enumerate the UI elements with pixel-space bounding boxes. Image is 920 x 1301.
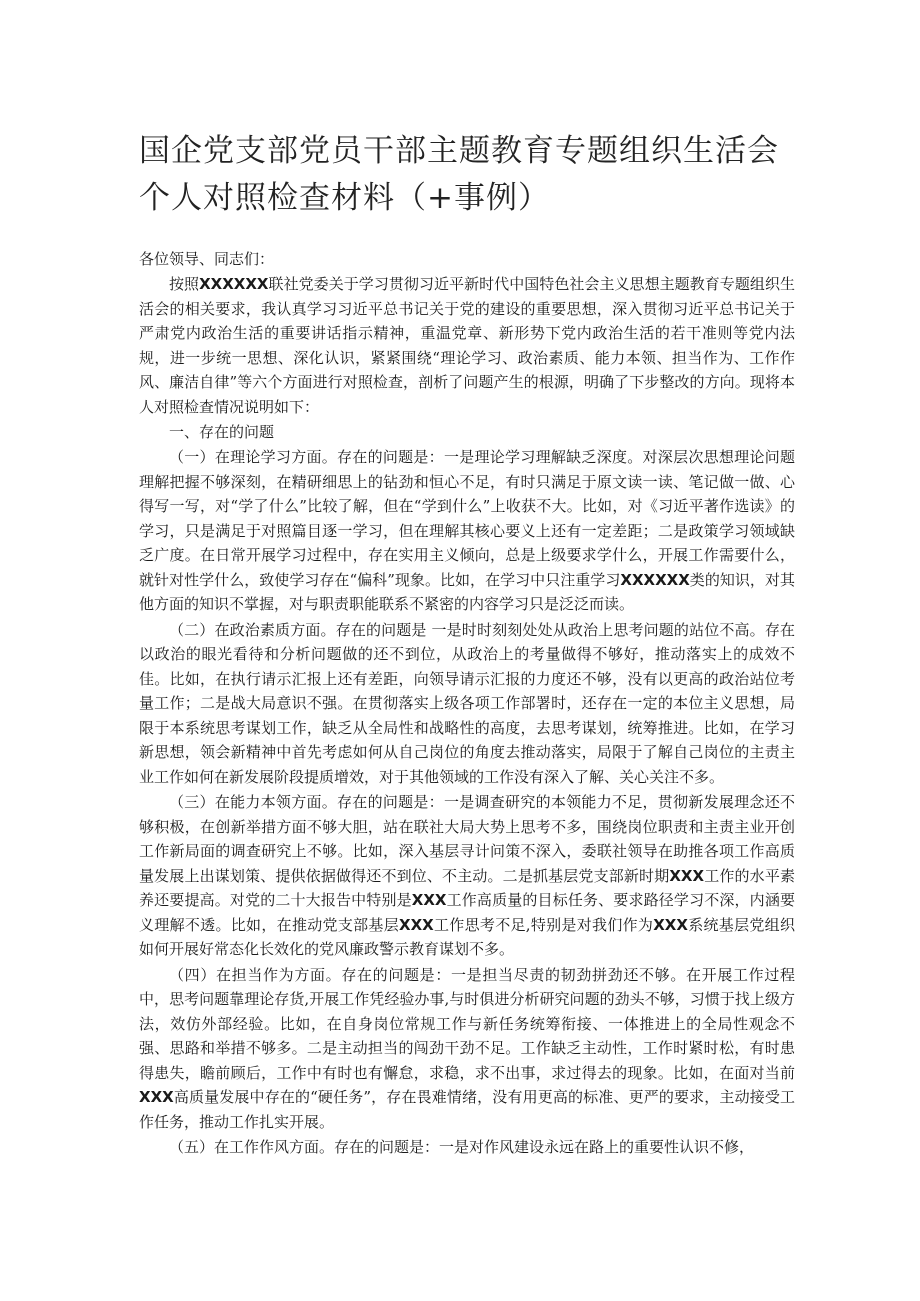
- item-theory-study: [139, 445, 795, 617]
- document-title: 国企党支部党员干部主题教育专题组织生活会个人对照检查材料（+事例）: [139, 133, 779, 216]
- section-heading-problems: 一、存在的问题: [169, 423, 275, 441]
- item-ability-text-3: 工作高质量的目标任务、要求路径学习不深，内涵要义理解不透。比如，在推动党支部基层: [139, 891, 795, 934]
- redacted-code: XXX: [411, 891, 447, 909]
- redacted-code: XXX: [139, 1088, 174, 1106]
- item-theory-text-1: （一）在理论学习方面。存在的问题是：一是理论学习理解缺乏深度。对深层次思想理论问题理解把握不够深刻，在精研细思上的钻劲和恒心不足，有时只满足于原文读一读、笔记做一做、心得写一写，对“学了什么”比较了解，但在“学到什么”上收获不大。比如，对《习近平著作选读》的学习，只是满足于对照篇目逐一学习，但在理解其核心要义上还有一定差距；二是政策学习领域缺乏广度。在日常开展学习过程中，存在实用主义倾向，总是上级要求学什么，开展工作需要什么，就针对性学什么，致使学习存在“偏科”现象。比如，在学习中只注重学习: [139, 448, 795, 589]
- redacted-code: XXXXXX: [620, 570, 690, 589]
- item-work-style: （五）在工作作风方面。存在的问题是：一是对作风建设永远在路上的重要性认识不修，: [169, 1138, 755, 1156]
- redacted-code: XXXXXX: [199, 275, 269, 293]
- item-ability-text-2: 工作的水平素养还要提高。对党的二十大报告中特别是: [139, 866, 795, 909]
- item-theory-text-2: 类的知识，对其他方面的知识不掌握，对与职责职能联系不紧密的内容学习只是泛泛而读。: [139, 570, 795, 613]
- item-responsibility: [139, 963, 795, 1135]
- item-ability-text-5: 系统基层党组织如何开展好常态化长效化的党风廉政警示教育谋划不多。: [139, 915, 795, 958]
- item-ability-text-1: （三）在能力本领方面。存在的问题是：一是调查研究的本领能力不足，贯彻新发展理念还不够积极，在创新举措方面不够大胆，站在联社大局大势上思考不多，围绕岗位职责和主责主业开创工作新局面的调查研究上不够。比如，深入基层寻计问策不深入，委联社领导在助推各项工作高质量发展上出谋划策、提供依据做得还不到位、不主动。二是抓基层党支部新时期: [139, 793, 795, 885]
- item-ability: [139, 790, 795, 962]
- intro-text-2: 联社党委关于学习贯彻习近平新时代中国特色社会主义思想主题教育专题组织生活会的相关要求，我认真学习习近平总书记关于党的建设的重要思想，深入贯彻习近平总书记关于严肃党内政治生活的重要讲话指示精神，重温党章、新形势下党内政治生活的若干准则等党内法规，进一步统一思想、深化认识，紧紧围绕“理论学习、政治素质、能力本领、担当作为、工作作风、廉洁自律”等六个方面进行对照检查，剖析了问题产生的根源，明确了下步整改的方向。现将本人对照检查情况说明如下：: [139, 275, 795, 416]
- item-political-quality: （二）在政治素质方面。存在的问题是 一是时时刻刻处处从政治上思考问题的站位不高。存在以政治的眼光看待和分析问题做的还不到位，从政治上的考量做得不够好，推动落实上的成效不佳。比如，在执行请示汇报上还有差距，向领导请示汇报的力度还不够，没有以更高的政治站位考量工作；二是战大局意识不强。在贯彻落实上级各项工作部署时，还存在一定的本位主义思想，局限于本系统思考谋划工作，缺乏从全局性和战略性的高度，去思考谋划，统筹推进。比如，在学习新思想，领会新精神中首先考虑如何从自己岗位的角度去推动落实，局限于了解自己岗位的主责主业工作如何在新发展阶段提质增效，对于其他领域的工作没有深入了解、关心关注不多。: [139, 620, 795, 786]
- redacted-code: XXX: [669, 866, 705, 885]
- item-ability-text-4: 工作思考不足,特别是对我们作为: [433, 915, 654, 934]
- item-responsibility-text-2: 高质量发展中存在的“硬任务”，存在畏难情绪，没有用更高的标准、更严的要求，主动接受工作任务，推动工作扎实开展。: [139, 1088, 795, 1131]
- intro-paragraph: [139, 272, 795, 419]
- redacted-code: XXX: [399, 915, 434, 934]
- salutation: 各位领导、同志们：: [139, 250, 275, 268]
- item-responsibility-text-1: （四）在担当作为方面。存在的问题是：一是担当尽责的韧劲拼劲还不够。在开展工作过程中，思考问题靠理论存货,开展工作凭经验办事,与时俱进分析研究问题的劲头不够，习惯于找上级方法，效仿外部经验。比如，在自身岗位常规工作与新任务统筹衔接、一体推进上的全局性观念不强、思路和举措不够多。二是主动担当的闯劲干劲不足。工作缺乏主动性，工作时紧时松，有时患得患失，瞻前顾后，工作中有时也有懈怠，求稳，求不出事，求过得去的现象。比如，在面对当前: [139, 965, 795, 1082]
- intro-text-1: 按照: [169, 275, 200, 293]
- document-page: [139, 128, 795, 1161]
- redacted-code: XXX: [653, 915, 688, 934]
